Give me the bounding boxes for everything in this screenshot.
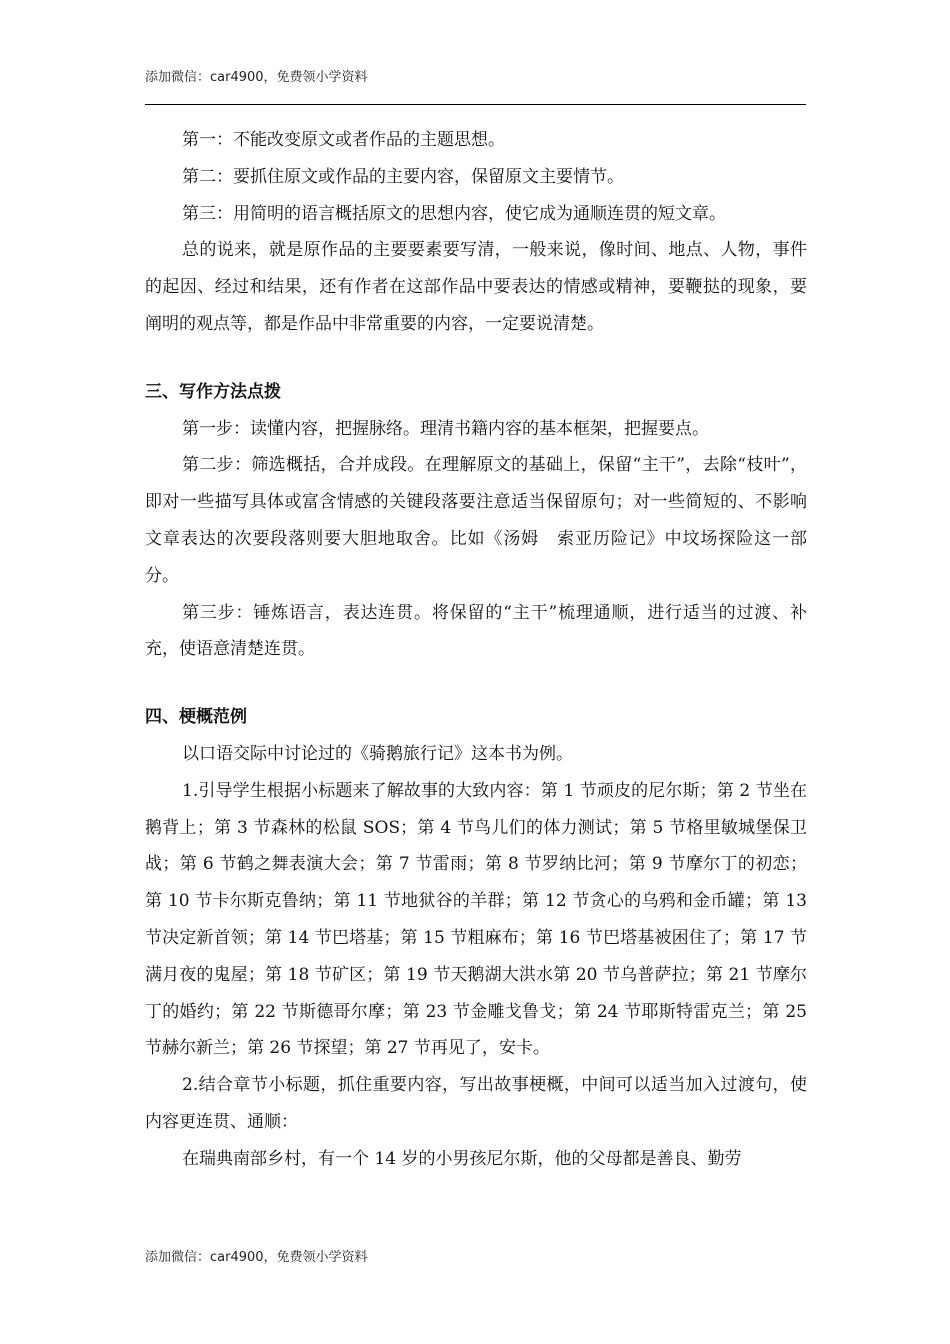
example-item-2: 2.结合章节小标题，抓住重要内容，写出故事梗概，中间可以适当加入过渡句，使内容更连贯、通顺： [145, 1075, 807, 1132]
principle-1: 第一：不能改变原文或者作品的主题思想。 [182, 130, 505, 150]
section-3-heading: 三、写作方法点拨 [145, 381, 281, 402]
page-content [145, 122, 807, 1178]
example-intro: 以口语交际中讨论过的《骑鹅旅行记》这本书为例。 [182, 743, 573, 764]
example-item-1: 1.引导学生根据小标题来了解故事的大致内容：第 1 节顽皮的尼尔斯；第 2 节坐在鹅背上；第 3 节森林的松鼠 SOS；第 4 节鸟儿们的体力测试；第 5 节格里敏城堡保卫战；第 6 节鹤之舞表演大会；第 7 节雷雨；第 8 节罗纳比河；第 9 节摩尔丁的初恋；第 10 节卡尔斯克鲁纳；第 11 节地狱谷的羊群；第 12 节贪心的乌鸦和金币罐；第 13 节决定新首领；第 14 节巴塔基；第 15 节粗麻布；第 16 节巴塔基被困住了；第 17 节满月夜的鬼屋；第 18 节矿区；第 19 节天鹅湖大洪水第 20 节乌普萨拉；第 21 节摩尔丁的婚约；第 22 节斯德哥尔摩；第 23 节金雕戈鲁戈；第 24 节耶斯特雷克兰；第 25 节赫尔新兰；第 26 节探望；第 27 节再见了，安卡。 [145, 780, 807, 1059]
story-opening: 在瑞典南部乡村，有一个 14 岁的小男孩尼尔斯，他的父母都是善良、勤劳 [182, 1148, 742, 1169]
header-note: 添加微信：car4900，免费领小学资料 [145, 70, 368, 85]
principle-2: 第二：要抓住原文或作品的主要内容，保留原文主要情节。 [182, 166, 624, 187]
step-2: 第二步：筛选概括，合并成段。在理解原文的基础上，保留“主干”，去除“枝叶”，即对一些描写具体或富含情感的关键段落要注意适当保留原句；对一些简短的、不影响文章表达的次要段落则要大胆地取舍。比如《汤姆 索亚历险记》中坟场探险这一部分。 [145, 455, 807, 586]
section-4-heading: 四、梗概范例 [145, 707, 247, 728]
principle-3: 第三：用简明的语言概括原文的思想内容，使它成为通顺连贯的短文章。 [182, 203, 726, 224]
step-3: 第三步：锤炼语言，表达连贯。将保留的“主干”梳理通顺，进行适当的过渡、补充，使语意清楚连贯。 [145, 602, 807, 660]
footer-note: 添加微信：car4900，免费领小学资料 [145, 1250, 368, 1265]
principle-summary: 总的说来，就是原作品的主要要素要写清，一般来说，像时间、地点、人物，事件的起因、经过和结果，还有作者在这部作品中要表达的情感或精神，要鞭挞的现象，要阐明的观点等，都是作品中非常重要的内容，一定要说清楚。 [145, 240, 807, 334]
step-1: 第一步：读懂内容，把握脉络。理清书籍内容的基本框架，把握要点。 [182, 418, 709, 439]
header-divider [145, 104, 806, 105]
